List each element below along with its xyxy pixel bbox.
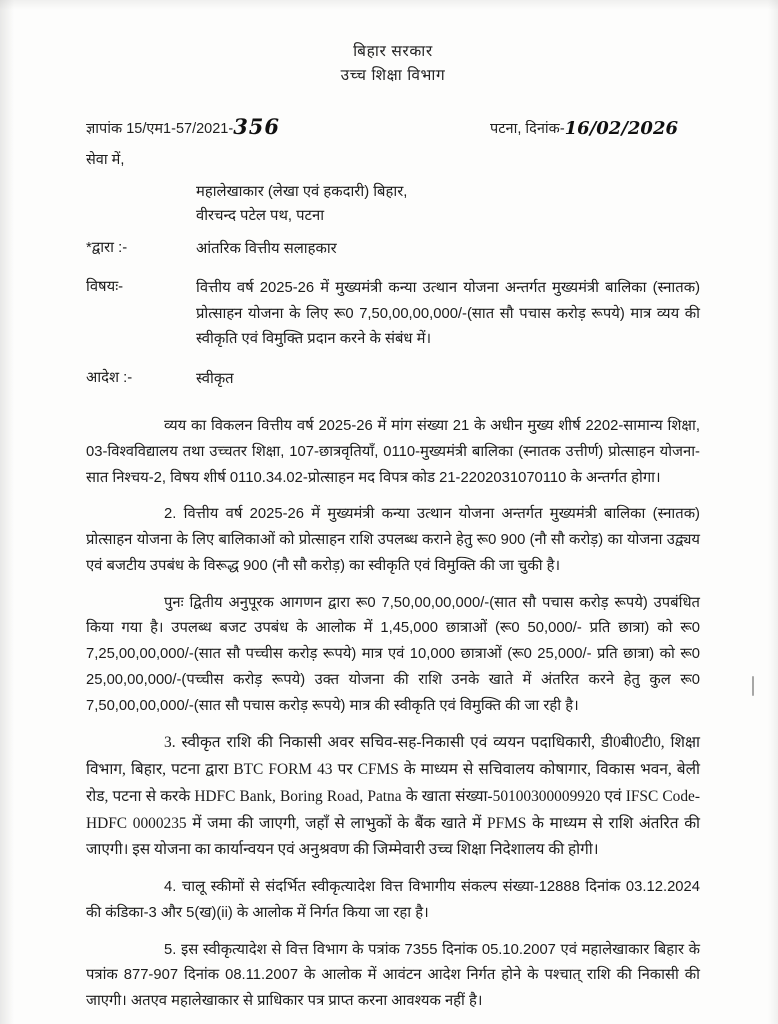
place-date-block — [490, 118, 700, 139]
order-label: आदेश :- — [86, 369, 133, 386]
subject-label: विषयः- — [86, 279, 124, 296]
memo-number-label: ज्ञापांक 15/एम1-57/2021- — [86, 121, 234, 138]
subject-value: वित्तीय वर्ष 2025-26 में मुख्यमंत्री कन्या उत्थान योजना अन्तर्गत मुख्यमंत्री बालिका (स्नातक) प्रोत्साहन योजना के लिए रू0 7,50,00,00,000/-(सात सौ पचास करोड़ रूपये) मात्र व्यय की स्वीकृति एवं विमुक्ति प्रदान करने के संबंध में। — [196, 280, 700, 348]
addressee-block — [196, 181, 700, 229]
paragraph-2: 2. वित्तीय वर्ष 2025-26 में मुख्यमंत्री कन्या उत्थान योजना अन्तर्गत मुख्यमंत्री बालिका (स्नातक) प्रोत्साहन योजना के लिए बालिकाओं को प्रोत्साहन राशि उपलब्ध कराने हेतु रू0 900 (नौ सौ करोड़) का योजना उद्व्यय एवं बजटीय उपबंध के विरूद्ध 900 (नौ सौ करोड़) का स्वीकृति एवं विमुक्ति की जा चुकी है। — [86, 506, 700, 574]
memo-number-handwritten: 356 — [233, 114, 281, 140]
memo-number-block — [86, 114, 280, 139]
subject-row — [86, 276, 700, 352]
order-row — [86, 367, 700, 392]
paragraph-3: 3. स्वीकृत राशि की निकासी अवर सचिव-सह-निकासी एवं व्ययन पदाधिकारी, डी0बी0टी0, शिक्षा विभाग, बिहार, पटना द्वारा BTC FORM 43 पर CFMS के माध्यम से सचिवालय कोषागार, विकास भवन, बेली रोड, पटना से करके HDFC Bank, Boring Road, Patna के खाता संख्या-50100300009920 एवं IFSC Code- HDFC 0000235 में जमा की जाएगी, जहाँ से लाभुकों के बैंक खाते में PFMS के माध्यम से राशि अंतरित की जाएगी। इस योजना का कार्यान्वयन एवं अनुश्रवण की जिम्मेवारी उच्च शिक्षा निदेशालय की होगी। — [86, 734, 700, 859]
government-name: बिहार सरकार — [353, 43, 433, 60]
letterhead — [86, 40, 700, 88]
through-row — [86, 237, 700, 262]
addressee-line-2: वीरचन्द पटेल पथ, पटना — [196, 208, 325, 224]
place-date-label: पटना, दिनांक- — [490, 121, 565, 138]
paragraph-4: 4. चालू स्कीमों से संदर्भित स्वीकृत्यादेश वित्त विभागीय संकल्प संख्या-12888 दिनांक 03.12.2024 की कंडिका-3 और 5(ख)(ii) के आलोक में निर्गत किया जा रहा है। — [86, 879, 700, 921]
addressee-line-1: महालेखाकार (लेखा एवं हकदारी) बिहार, — [196, 184, 408, 201]
paragraph-supplementary-estimate: पुनः द्वितीय अनुपूरक आगणन द्वारा रू0 7,50,00,00,000/-(सात सौ पचास करोड़ रूपये) उपबंधित किया गया है। उपलब्ध बजट उपबंध के आलोक में 1,45,000 छात्राओं (रू0 50,000/- प्रति छात्रा) को रू0 7,25,00,00,000/-(सात सौ पच्चीस करोड़ रूपये) मात्र एवं 10,000 छात्राओं (रू0 25,000/- प्रति छात्रा) को रू0 25,00,00,000/-(पच्चीस करोड़ रूपये) उक्त योजना की राशि उनके खाते में अंतरित करने हेतु कुल रू0 7,50,00,00,000/-(सात सौ पचास करोड़ रूपये) मात्र की स्वीकृति एवं विमुक्ति की जा रही है। — [86, 594, 700, 714]
through-value: आंतरिक वित्तीय सलाहकार — [196, 240, 337, 257]
through-label: *द्वारा :- — [86, 239, 128, 256]
paragraph-5: 5. इस स्वीकृत्यादेश से वित्त विभाग के पत्रांक 7355 दिनांक 05.10.2007 एवं महालेखाकार बिहार के पत्रांक 877-907 दिनांक 08.11.2007 के आलोक में आवंटन आदेश निर्गत होने के पश्चात् राशि की निकासी की जाएगी। अतएव महालेखाकार से प्राधिकार पत्र प्राप्त करना आवश्यक नहीं है। — [86, 941, 700, 1010]
paragraph-budget-head: व्यय का विकलन वित्तीय वर्ष 2025-26 में मांग संख्या 21 के अधीन मुख्य शीर्ष 2202-सामान्य शिक्षा, 03-विश्वविद्यालय तथा उच्चतर शिक्षा, 107-छात्रवृतियाँ, 0110-मुख्यमंत्री बालिका (स्नातक उत्तीर्ण) प्रोत्साहन योजना-सात निश्चय-2, विषय शीर्ष 0110.34.02-प्रोत्साहन मद विपत्र कोड 21-2202031070110 के अन्तर्गत होगा। — [86, 418, 700, 486]
order-value: स्वीकृत — [196, 370, 234, 387]
memo-and-date-row — [86, 114, 700, 139]
to-label: सेवा में, — [86, 152, 125, 169]
department-name: उच्च शिक्षा विभाग — [340, 67, 446, 85]
date-handwritten: 16/02/2026 — [564, 118, 678, 140]
